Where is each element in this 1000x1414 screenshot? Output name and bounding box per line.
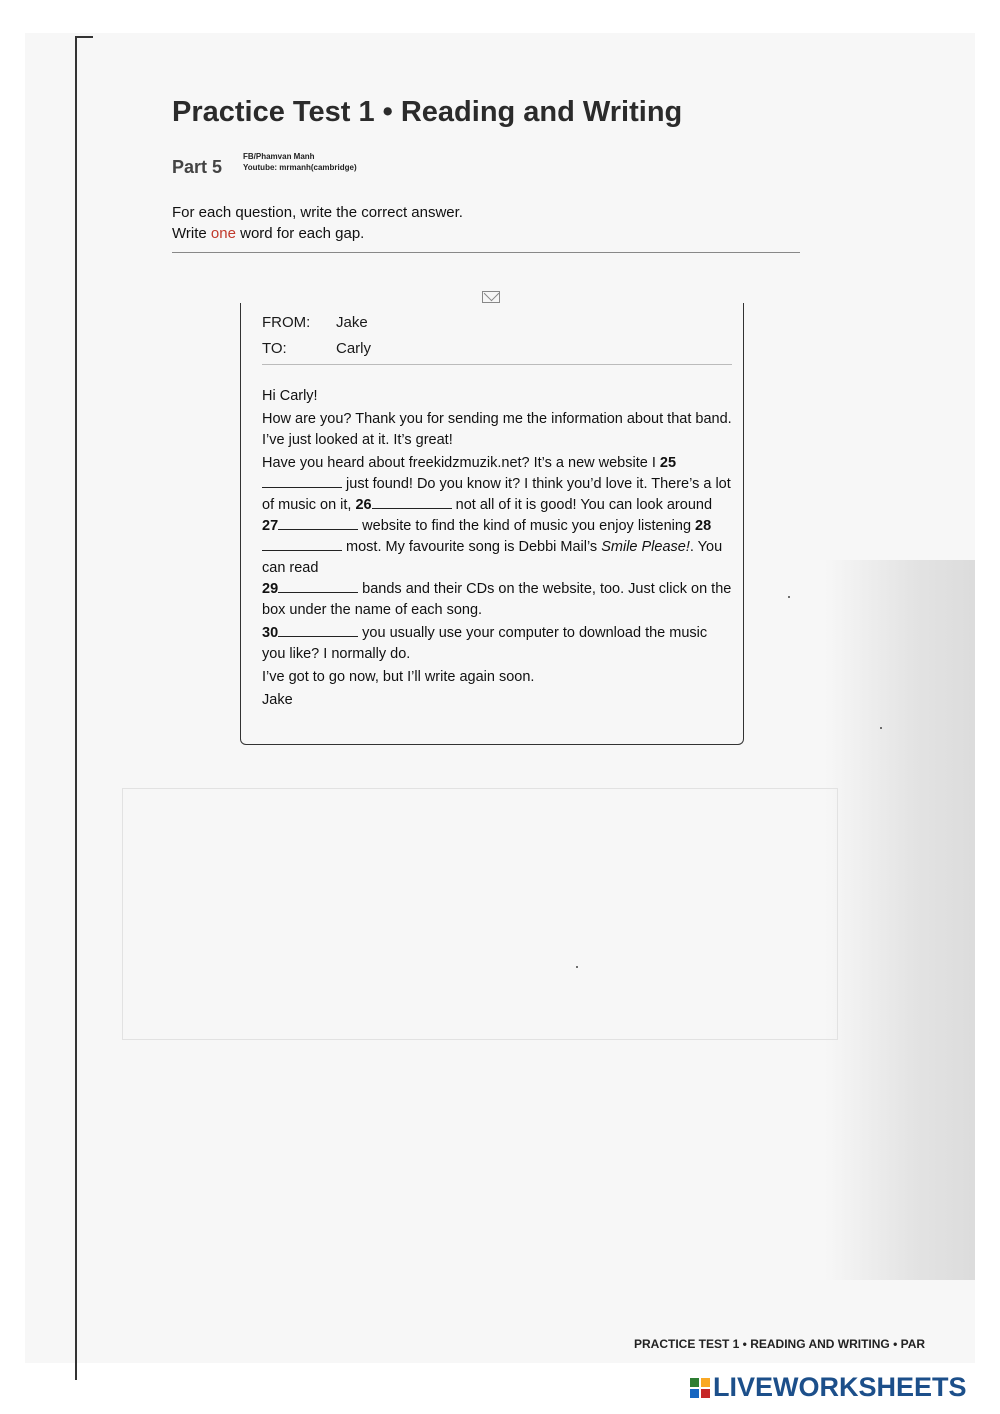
instruction-text: Write [172, 225, 211, 242]
email-paragraph-4: I’ve got to go now, but I’ll write again soon. [262, 669, 535, 685]
email-text: Have you heard about freekidzmuzik.net? It’s a new website I [262, 455, 660, 471]
gap-number-28: 28 [695, 518, 712, 534]
to-value: Carly [336, 340, 372, 357]
gap-27-blank[interactable] [278, 517, 358, 530]
instruction-text: word for each gap. [235, 225, 365, 242]
email-text: bands and their CDs on the website, too. Just click on the box under the name of each song. [262, 581, 732, 618]
scan-shadow [825, 560, 975, 1280]
brand-name: LIVEWORKSHEETS [713, 1372, 967, 1402]
crop-mark [75, 36, 77, 1380]
email-text: . You can read [262, 539, 723, 576]
song-title: Smile Please! [601, 539, 690, 555]
to-label: TO: [262, 340, 287, 357]
speck [788, 596, 790, 598]
part-label: Part 5 [172, 157, 223, 177]
divider [172, 252, 800, 253]
email-paragraph-2 [262, 453, 732, 621]
email-body [262, 386, 732, 713]
from-label: FROM: [262, 314, 311, 331]
gap-30-blank[interactable] [278, 624, 358, 637]
bleed-through-box [122, 788, 838, 1040]
email-text: not all of it is good! You can look around [451, 497, 713, 513]
instructions [172, 202, 463, 244]
email-signoff: Jake [262, 692, 293, 708]
liveworksheets-logo-icon [690, 1378, 710, 1398]
email-text: just found! Do you know it? I think you’d love it. There’s a lot of music on it, [262, 476, 731, 513]
speck [880, 727, 882, 729]
gap-29-blank[interactable] [278, 580, 358, 593]
speck [576, 966, 578, 968]
page-title: Practice Test 1 • Reading and Writing [172, 96, 683, 128]
gap-28-blank[interactable] [262, 538, 342, 551]
credit-line-1: FB/Phamvan Manh [243, 152, 315, 161]
email-paragraph-3 [262, 623, 732, 665]
gap-number-29: 29 [262, 581, 279, 597]
gap-number-30: 30 [262, 625, 279, 641]
credit-line-2: Youtube: mrmanh(cambridge) [243, 163, 357, 172]
gap-number-26: 26 [355, 497, 372, 513]
instruction-accent-word: one [210, 225, 236, 242]
gap-number-27: 27 [262, 518, 279, 534]
email-header-divider [262, 364, 732, 365]
crop-mark-tick [75, 36, 93, 38]
email-text: website to find the kind of music you enjoy listening [358, 518, 696, 534]
gap-number-25: 25 [659, 455, 677, 471]
email-text: you usually use your computer to download the music you like? I normally do. [262, 625, 708, 662]
gap-25-blank[interactable] [262, 475, 342, 488]
envelope-icon [482, 291, 500, 303]
brand-logo [690, 1372, 967, 1403]
instruction-line-1: For each question, write the correct answer. [172, 204, 463, 221]
email-text: most. My favourite song is Debbi Mail’s [342, 539, 602, 555]
email-paragraph-1: How are you? Thank you for sending me the information about that band. I’ve just looked at it. It’s great! [262, 411, 732, 448]
instruction-line-2 [172, 223, 463, 244]
running-head: PRACTICE TEST 1 • READING AND WRITING • PAR [634, 1337, 926, 1351]
email-greeting: Hi Carly! [262, 388, 318, 404]
gap-26-blank[interactable] [372, 496, 452, 509]
credit [243, 151, 357, 173]
email-from-row [262, 314, 368, 331]
from-value: Jake [336, 314, 368, 331]
email-to-row [262, 340, 371, 357]
